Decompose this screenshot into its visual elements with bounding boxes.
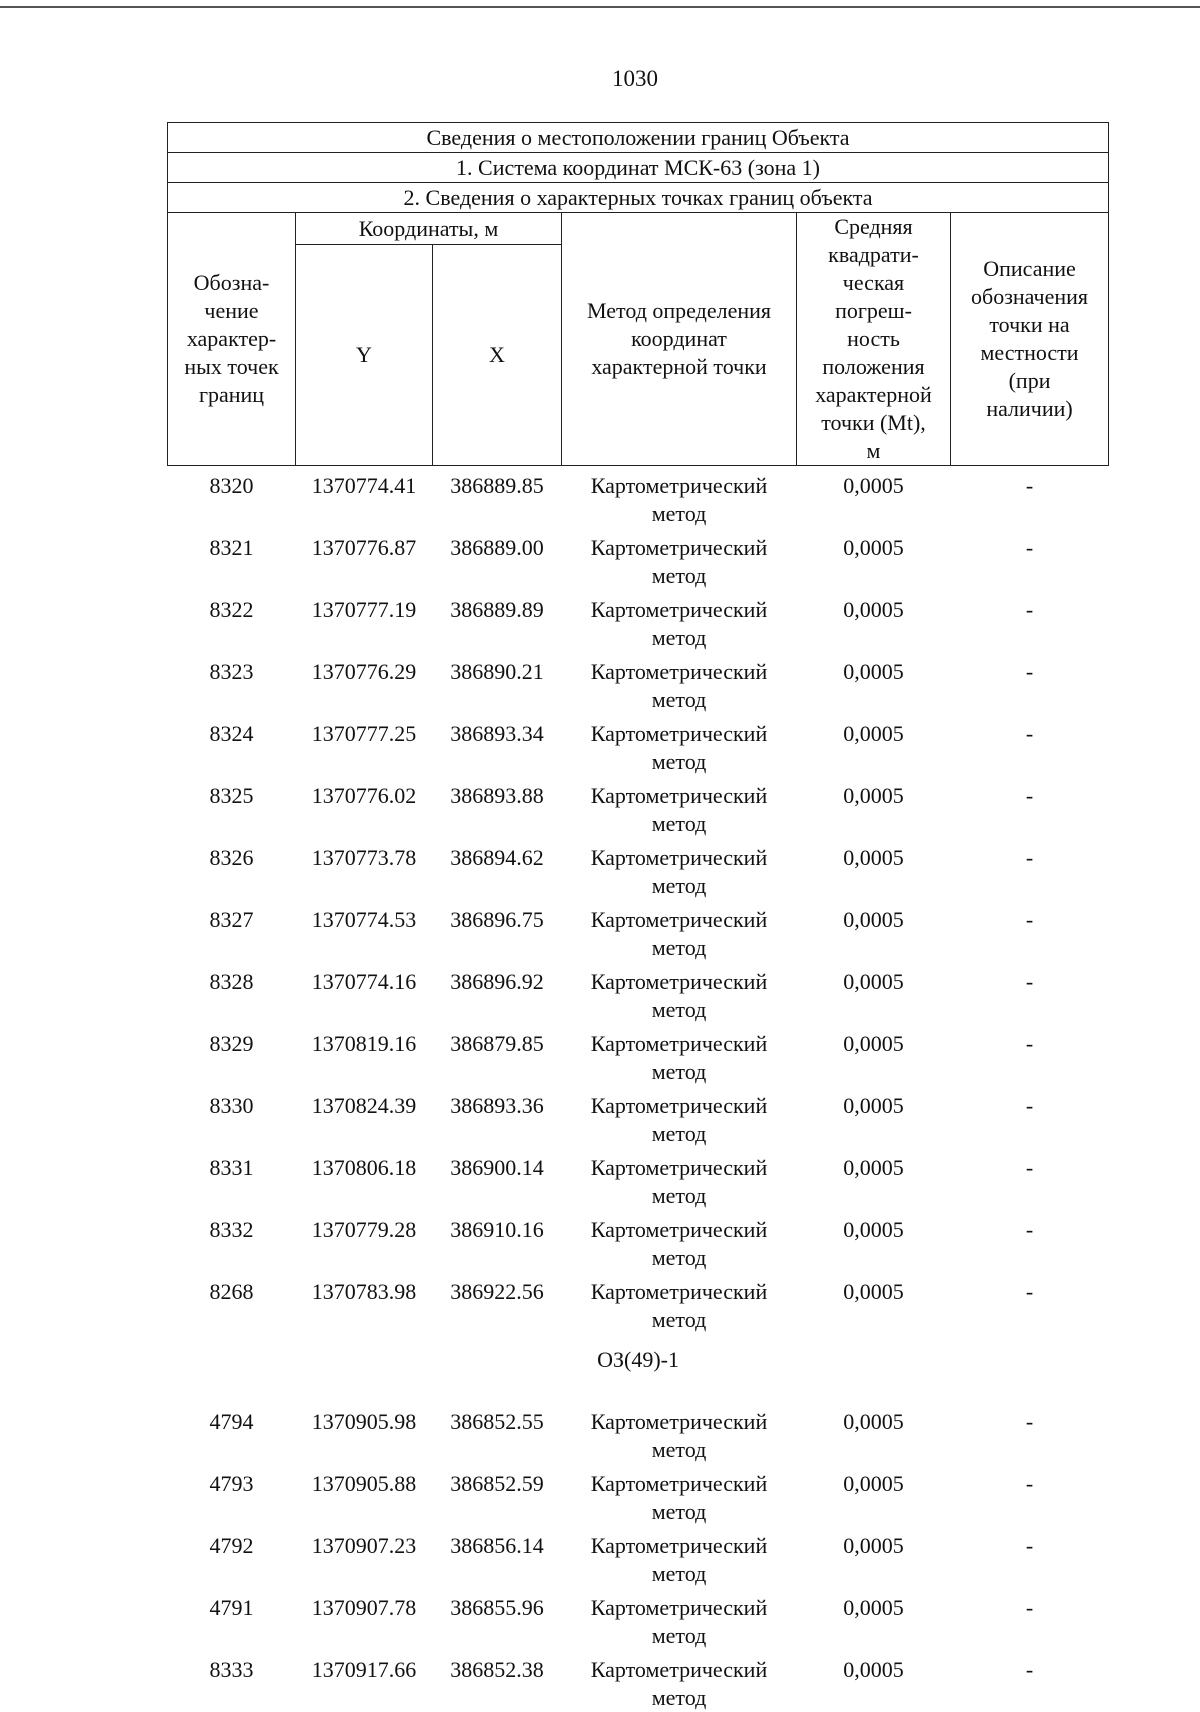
point-id-cell: 4793 <box>168 1464 296 1526</box>
error-cell: 0,0005 <box>797 1650 951 1712</box>
method-cell: Картометрический метод <box>562 1272 797 1334</box>
y-coordinate-cell: 1370907.78 <box>296 1588 433 1650</box>
description-cell: - <box>951 838 1109 900</box>
error-cell: 0,0005 <box>797 838 951 900</box>
point-id-cell: 8329 <box>168 1024 296 1086</box>
y-coordinate-cell: 1370806.18 <box>296 1148 433 1210</box>
table-row <box>168 652 1109 714</box>
method-cell: Картометрический метод <box>562 1464 797 1526</box>
error-cell: 0,0005 <box>797 1086 951 1148</box>
description-cell: - <box>951 962 1109 1024</box>
x-coordinate-cell: 386896.92 <box>433 962 562 1024</box>
y-coordinate-cell: 1370777.19 <box>296 590 433 652</box>
point-id-cell: 8321 <box>168 528 296 590</box>
x-coordinate-cell: 386900.14 <box>433 1148 562 1210</box>
error-cell: 0,0005 <box>797 1588 951 1650</box>
x-coordinate-cell: 386852.38 <box>433 1650 562 1712</box>
description-cell: - <box>951 1272 1109 1334</box>
y-coordinate-cell: 1370783.98 <box>296 1272 433 1334</box>
point-id-cell: 4794 <box>168 1402 296 1464</box>
point-id-cell: 4792 <box>168 1526 296 1588</box>
method-cell: Картометрический метод <box>562 1086 797 1148</box>
x-coordinate-cell: 386893.36 <box>433 1086 562 1148</box>
error-cell: 0,0005 <box>797 1526 951 1588</box>
description-cell: - <box>951 466 1109 529</box>
table-body <box>168 466 1109 1712</box>
method-cell: Картометрический метод <box>562 776 797 838</box>
table-row <box>168 1526 1109 1588</box>
error-cell: 0,0005 <box>797 776 951 838</box>
y-coordinate-cell: 1370905.98 <box>296 1402 433 1464</box>
table-row <box>168 1272 1109 1334</box>
y-coordinate-cell: 1370777.25 <box>296 714 433 776</box>
x-coordinate-cell: 386889.85 <box>433 466 562 529</box>
top-rule <box>0 6 1200 8</box>
description-cell: - <box>951 1086 1109 1148</box>
x-coordinate-cell: 386852.59 <box>433 1464 562 1526</box>
point-id-cell: 8327 <box>168 900 296 962</box>
point-id-cell: 8268 <box>168 1272 296 1334</box>
method-cell: Картометрический метод <box>562 1210 797 1272</box>
method-cell: Картометрический метод <box>562 962 797 1024</box>
table-row <box>168 590 1109 652</box>
table-row <box>168 1024 1109 1086</box>
method-cell: Картометрический метод <box>562 590 797 652</box>
method-cell: Картометрический метод <box>562 528 797 590</box>
description-cell: - <box>951 1464 1109 1526</box>
y-coordinate-cell: 1370774.16 <box>296 962 433 1024</box>
y-coordinate-cell: 1370779.28 <box>296 1210 433 1272</box>
method-cell: Картометрический метод <box>562 1650 797 1712</box>
method-cell: Картометрический метод <box>562 900 797 962</box>
description-cell: - <box>951 900 1109 962</box>
x-coordinate-cell: 386893.34 <box>433 714 562 776</box>
error-cell: 0,0005 <box>797 1272 951 1334</box>
description-cell: - <box>951 1402 1109 1464</box>
x-coordinate-cell: 386855.96 <box>433 1588 562 1650</box>
header-points-info: 2. Сведения о характерных точках границ объекта <box>168 183 1109 213</box>
x-coordinate-cell: 386890.21 <box>433 652 562 714</box>
y-coordinate-cell: 1370776.87 <box>296 528 433 590</box>
table-row <box>168 714 1109 776</box>
table-row <box>168 1210 1109 1272</box>
x-coordinate-cell: 386910.16 <box>433 1210 562 1272</box>
point-id-cell: 8331 <box>168 1148 296 1210</box>
y-coordinate-cell: 1370907.23 <box>296 1526 433 1588</box>
description-cell: - <box>951 528 1109 590</box>
method-cell: Картометрический метод <box>562 1588 797 1650</box>
point-id-cell: 8326 <box>168 838 296 900</box>
x-coordinate-cell: 386852.55 <box>433 1402 562 1464</box>
error-cell: 0,0005 <box>797 652 951 714</box>
point-id-cell: 8323 <box>168 652 296 714</box>
y-coordinate-cell: 1370774.53 <box>296 900 433 962</box>
table-row <box>168 1464 1109 1526</box>
description-cell: - <box>951 714 1109 776</box>
method-cell: Картометрический метод <box>562 1148 797 1210</box>
description-cell: - <box>951 1024 1109 1086</box>
method-cell: Картометрический метод <box>562 1402 797 1464</box>
error-cell: 0,0005 <box>797 900 951 962</box>
error-cell: 0,0005 <box>797 714 951 776</box>
method-cell: Картометрический метод <box>562 652 797 714</box>
header-title: Сведения о местоположении границ Объекта <box>168 123 1109 153</box>
table-row <box>168 1086 1109 1148</box>
x-coordinate-cell: 386896.75 <box>433 900 562 962</box>
error-cell: 0,0005 <box>797 1464 951 1526</box>
error-cell: 0,0005 <box>797 466 951 529</box>
col-designation: Обозна- чение характер- ных точек границ <box>168 213 296 466</box>
point-id-cell: 8320 <box>168 466 296 529</box>
description-cell: - <box>951 590 1109 652</box>
page-number: 1030 <box>0 66 1200 92</box>
point-id-cell: 8333 <box>168 1650 296 1712</box>
error-cell: 0,0005 <box>797 528 951 590</box>
col-error: Средняя квадрати- ческая погреш- ность положения характерной точки (Mt), м <box>797 213 951 466</box>
y-coordinate-cell: 1370776.29 <box>296 652 433 714</box>
y-coordinate-cell: 1370776.02 <box>296 776 433 838</box>
description-cell: - <box>951 776 1109 838</box>
point-id-cell: 8332 <box>168 1210 296 1272</box>
table-row <box>168 900 1109 962</box>
point-id-cell: 8324 <box>168 714 296 776</box>
header-coordinate-system: 1. Система координат МСК-63 (зона 1) <box>168 153 1109 183</box>
method-cell: Картометрический метод <box>562 1526 797 1588</box>
description-cell: - <box>951 1650 1109 1712</box>
x-coordinate-cell: 386879.85 <box>433 1024 562 1086</box>
method-cell: Картометрический метод <box>562 466 797 529</box>
error-cell: 0,0005 <box>797 1402 951 1464</box>
x-coordinate-cell: 386889.00 <box>433 528 562 590</box>
error-cell: 0,0005 <box>797 1210 951 1272</box>
point-id-cell: 8330 <box>168 1086 296 1148</box>
x-coordinate-cell: 386856.14 <box>433 1526 562 1588</box>
x-coordinate-cell: 386889.89 <box>433 590 562 652</box>
table-row <box>168 528 1109 590</box>
table-row <box>168 466 1109 529</box>
point-id-cell: 8328 <box>168 962 296 1024</box>
col-method: Метод определения координат характерной точки <box>562 213 797 466</box>
error-cell: 0,0005 <box>797 962 951 1024</box>
y-coordinate-cell: 1370773.78 <box>296 838 433 900</box>
table-row <box>168 962 1109 1024</box>
y-coordinate-cell: 1370819.16 <box>296 1024 433 1086</box>
point-id-cell: 4791 <box>168 1588 296 1650</box>
description-cell: - <box>951 1526 1109 1588</box>
y-coordinate-cell: 1370917.66 <box>296 1650 433 1712</box>
point-id-cell: 8322 <box>168 590 296 652</box>
method-cell: Картометрический метод <box>562 838 797 900</box>
col-description: Описание обозначения точки на местности (при наличии) <box>951 213 1109 466</box>
error-cell: 0,0005 <box>797 1024 951 1086</box>
col-x: X <box>433 245 562 466</box>
table-row <box>168 776 1109 838</box>
section-row <box>168 1334 1109 1402</box>
x-coordinate-cell: 386894.62 <box>433 838 562 900</box>
table-row <box>168 1588 1109 1650</box>
boundary-points-table <box>167 122 1109 1712</box>
x-coordinate-cell: 386893.88 <box>433 776 562 838</box>
table-row <box>168 1650 1109 1712</box>
y-coordinate-cell: 1370824.39 <box>296 1086 433 1148</box>
section-label: ОЗ(49)-1 <box>168 1334 1109 1402</box>
y-coordinate-cell: 1370905.88 <box>296 1464 433 1526</box>
x-coordinate-cell: 386922.56 <box>433 1272 562 1334</box>
description-cell: - <box>951 1148 1109 1210</box>
point-id-cell: 8325 <box>168 776 296 838</box>
method-cell: Картометрический метод <box>562 1024 797 1086</box>
description-cell: - <box>951 1210 1109 1272</box>
description-cell: - <box>951 652 1109 714</box>
y-coordinate-cell: 1370774.41 <box>296 466 433 529</box>
error-cell: 0,0005 <box>797 590 951 652</box>
table-row <box>168 838 1109 900</box>
error-cell: 0,0005 <box>797 1148 951 1210</box>
table-row <box>168 1148 1109 1210</box>
col-y: Y <box>296 245 433 466</box>
col-coordinates: Координаты, м <box>296 213 562 245</box>
table-row <box>168 1402 1109 1464</box>
method-cell: Картометрический метод <box>562 714 797 776</box>
description-cell: - <box>951 1588 1109 1650</box>
